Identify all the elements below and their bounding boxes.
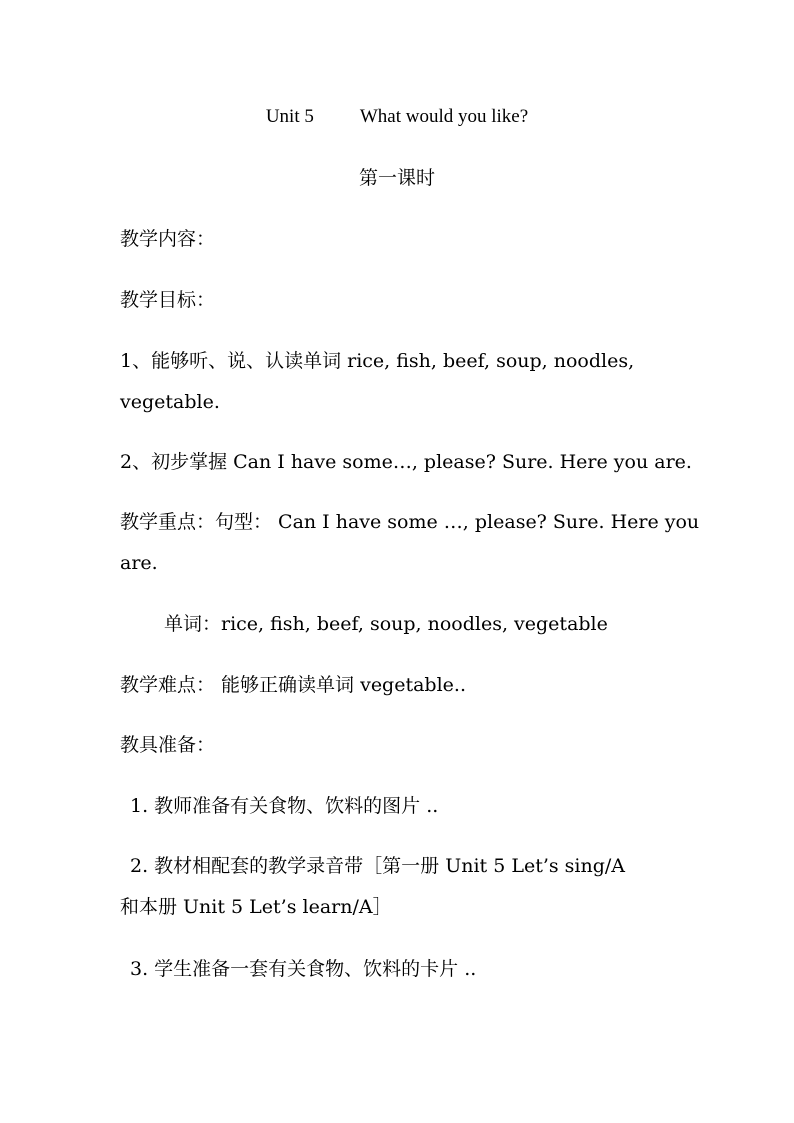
key-points-words: 单词：rice, fish, beef, soup, noodles, vegetable	[164, 613, 608, 635]
materials-item-1: 1. 教师准备有关食物、饮料的图片 ..	[130, 795, 439, 817]
objective-2: 2、初步掌握 Can I have some…, please? Sure. Here you are.	[120, 451, 692, 473]
lesson-heading: 第一课时	[358, 167, 435, 189]
document-title	[0, 105, 794, 129]
materials-label: 教具准备：	[120, 734, 216, 756]
key-points-line-1: 教学重点：句型： Can I have some …, please? Sure. Here you	[120, 511, 700, 533]
title-question: What would you like?	[359, 106, 529, 127]
teaching-difficulty: 教学难点： 能够正确读单词 vegetable..	[120, 674, 466, 696]
title-unit: Unit 5	[265, 106, 314, 127]
objective-1-line-1: 1、能够听、说、认读单词 rice, fish, beef, soup, noodles,	[120, 350, 635, 372]
objective-1-line-2: vegetable.	[120, 391, 220, 413]
materials-item-3: 3. 学生准备一套有关食物、饮料的卡片 ..	[130, 958, 477, 980]
materials-item-2-line-1: 2. 教材相配套的教学录音带［第一册 Unit 5 Let’s sing/A	[130, 855, 626, 877]
materials-item-2-line-2: 和本册 Unit 5 Let’s learn/A］	[120, 896, 392, 918]
teaching-objectives-label: 教学目标：	[120, 289, 216, 311]
teaching-content-label: 教学内容：	[120, 228, 216, 250]
key-points-line-2: are.	[120, 552, 158, 574]
